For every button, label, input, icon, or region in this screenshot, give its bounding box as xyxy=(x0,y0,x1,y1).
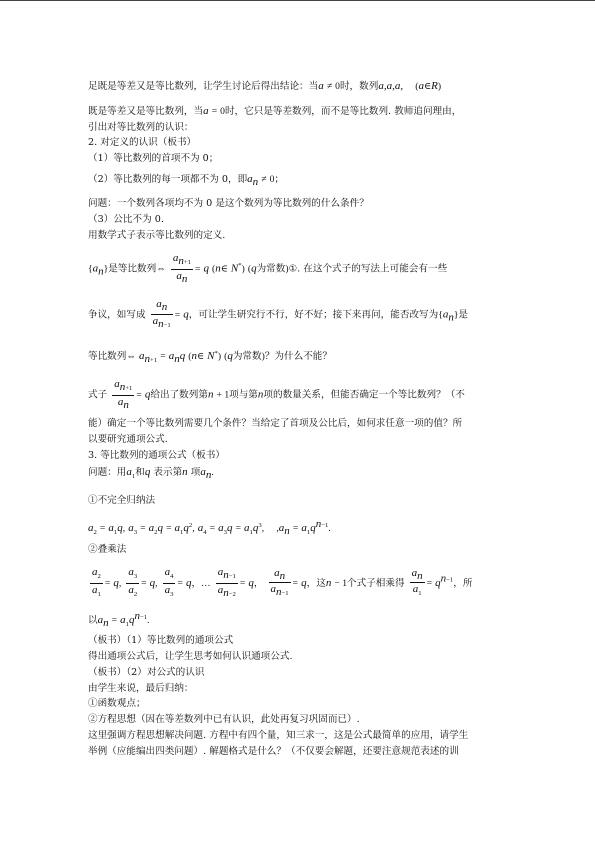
text: 为常数 xyxy=(256,263,286,275)
text-line-23: （板书）（1）等比数列的通项公式 xyxy=(88,635,234,646)
text: 足既是等差又是等比数列，让学生讨论后得出结论：当 xyxy=(88,81,319,92)
text-line-30: 举例（应能编出四类问题）. 解题格式是什么？（不仅要会解题，还要注意规范表述的训 xyxy=(88,746,459,757)
text-line-8: （3）公比不为 0. xyxy=(88,214,164,225)
text: ，这 xyxy=(306,577,326,589)
text-line-2: 既是等差又是等比数列，当a = 0时，它只是等差数列，而不是等比数列. 教师追问理由， xyxy=(88,105,462,117)
text-line-9: 用数学式子表示等比数列的定义. xyxy=(88,230,226,241)
text: ，所 xyxy=(453,577,473,589)
text: 争议，如写成 xyxy=(88,309,146,321)
text: 项与第 xyxy=(229,389,258,401)
text: 为常数 xyxy=(232,351,262,363)
text-line-20: ②叠乘法 xyxy=(88,544,127,555)
text: 项 xyxy=(190,467,201,478)
text-line-17: 问题：用$a_1$和q 表示第n 项$a_n$. xyxy=(88,466,214,481)
text-line-15: 以要研究通项公式. xyxy=(88,434,168,445)
text-line-25: （板书）（2）对公式的认识 xyxy=(88,667,205,678)
text-line-22: 以$a_n = a_1q^{n-1}$. xyxy=(88,610,150,630)
text-line-19: $a_2 = a_1q$, $a_3 = a_2q = a_1q^2$, $a_4 = a_3q = a_1q^3$, $,a_n = a_1q^{n-1}$. xyxy=(88,518,331,538)
text: ①. 在这个式子的写法上可能会有一些 xyxy=(288,263,448,275)
text-line-12: 等比数列⇔ $a_{n+1} = a_nq$ (n∈ N*) (q为常数)？为什么不能？ xyxy=(88,350,332,366)
page-top-rule xyxy=(0,0,595,1)
text: 是 xyxy=(458,309,469,321)
text: 表示第 xyxy=(153,467,183,478)
text: 式子 xyxy=(88,389,108,401)
text-line-24: 得出通项公式后，让学生思考如何认识通项公式. xyxy=(88,651,293,662)
text-line-28: ②方程思想（因在等差数列中已有认识，此处再复习巩固而已）. xyxy=(88,714,360,725)
text: （2）等比数列的每一项都不为 0，即 xyxy=(88,174,248,185)
text-line-10: $\{a_n\}$是等比数列⇔ $\frac{a_{n+1}}{a_n}$ = q (n∈ N*) (q为常数)①. 在这个式子的写法上可能会有一些 xyxy=(88,252,448,285)
text: 个式子相乘得 xyxy=(347,577,405,589)
text: 时，它只是等差数列，而不是等比数列. 教师追问理由， xyxy=(224,106,462,117)
text: 和 xyxy=(135,467,145,478)
text: 以 xyxy=(88,615,98,627)
text-line-7: 问题：一个数列各项均不为 0 是这个数列为等比数列的什么条件？ xyxy=(88,198,369,209)
text-line-27: ①函数观点； xyxy=(88,698,146,709)
text: 给出了数列第 xyxy=(150,389,208,401)
text-line-6: （2）等比数列的每一项都不为 0，即$a_n \ne 0$； xyxy=(88,173,284,188)
text-line-29: 这里强调方程思想解决问题. 方程中有四个量，知三求一，这是公式最简单的应用，请学生 xyxy=(88,730,469,741)
text: 项的数量关系，但能否确定一个等比数列？（不 xyxy=(263,389,465,401)
text-line-18: ①不完全归纳法 xyxy=(88,495,156,506)
text-line-5: （1）等比数列的首项不为 0； xyxy=(88,153,219,164)
text-line-3: 引出对等比数列的认识： xyxy=(88,122,194,133)
text: ？为什么不能？ xyxy=(264,351,332,363)
text: 既是等差又是等比数列，当 xyxy=(88,106,204,117)
text: 等比数列 xyxy=(88,351,127,363)
text-line-21: $\frac{a_2}{a_1}$ = q, $\frac{a_3}{a_2}$ = q, $\frac{a_4}{a_3}$ = q，… $\frac{a_{n-1}}{a_{n-2}}$ = q， $\frac{a_n}{a_{n-1}}$ = q，这n − 1个式子相乘得 $\frac{a_n}{a_1}$ = $q^{n-1}$，所 xyxy=(92,566,473,599)
text: 问题：用 xyxy=(88,467,127,478)
text-line-4: 2. 对定义的认识（板书） xyxy=(88,137,197,148)
text: ，可让学生研究行不行，好不好；接下来再问，能否改写为 xyxy=(188,309,439,321)
text: ； xyxy=(274,174,284,185)
text-line-1: 足既是等差又是等比数列，让学生讨论后得出结论：当a ≠ 0时，数列a,a,a, (a∈R) xyxy=(88,80,442,92)
text-line-16: 3. 等比数列的通项公式（板书） xyxy=(88,450,225,461)
text: 是等比数列 xyxy=(108,263,157,275)
text: 时，数列 xyxy=(339,81,379,92)
text-line-14: 能）确定一个等比数列需要几个条件？当给定了首项及公比后，如何求任意一项的值？所 xyxy=(88,418,463,429)
text-line-26: 由学生来说，最后归纳： xyxy=(88,683,194,694)
text-line-13: 式子 $\frac{a_{n+1}}{a_n}$ = q给出了数列第n + 1项与第n项的数量关系，但能否确定一个等比数列？（不 xyxy=(88,378,465,411)
text-line-11: 争议，如写成 $\frac{a_n}{a_{n-1}}$ = q，可让学生研究行不行，好不好；接下来再问，能否改写为$\{a_n\}$是 xyxy=(88,298,469,330)
